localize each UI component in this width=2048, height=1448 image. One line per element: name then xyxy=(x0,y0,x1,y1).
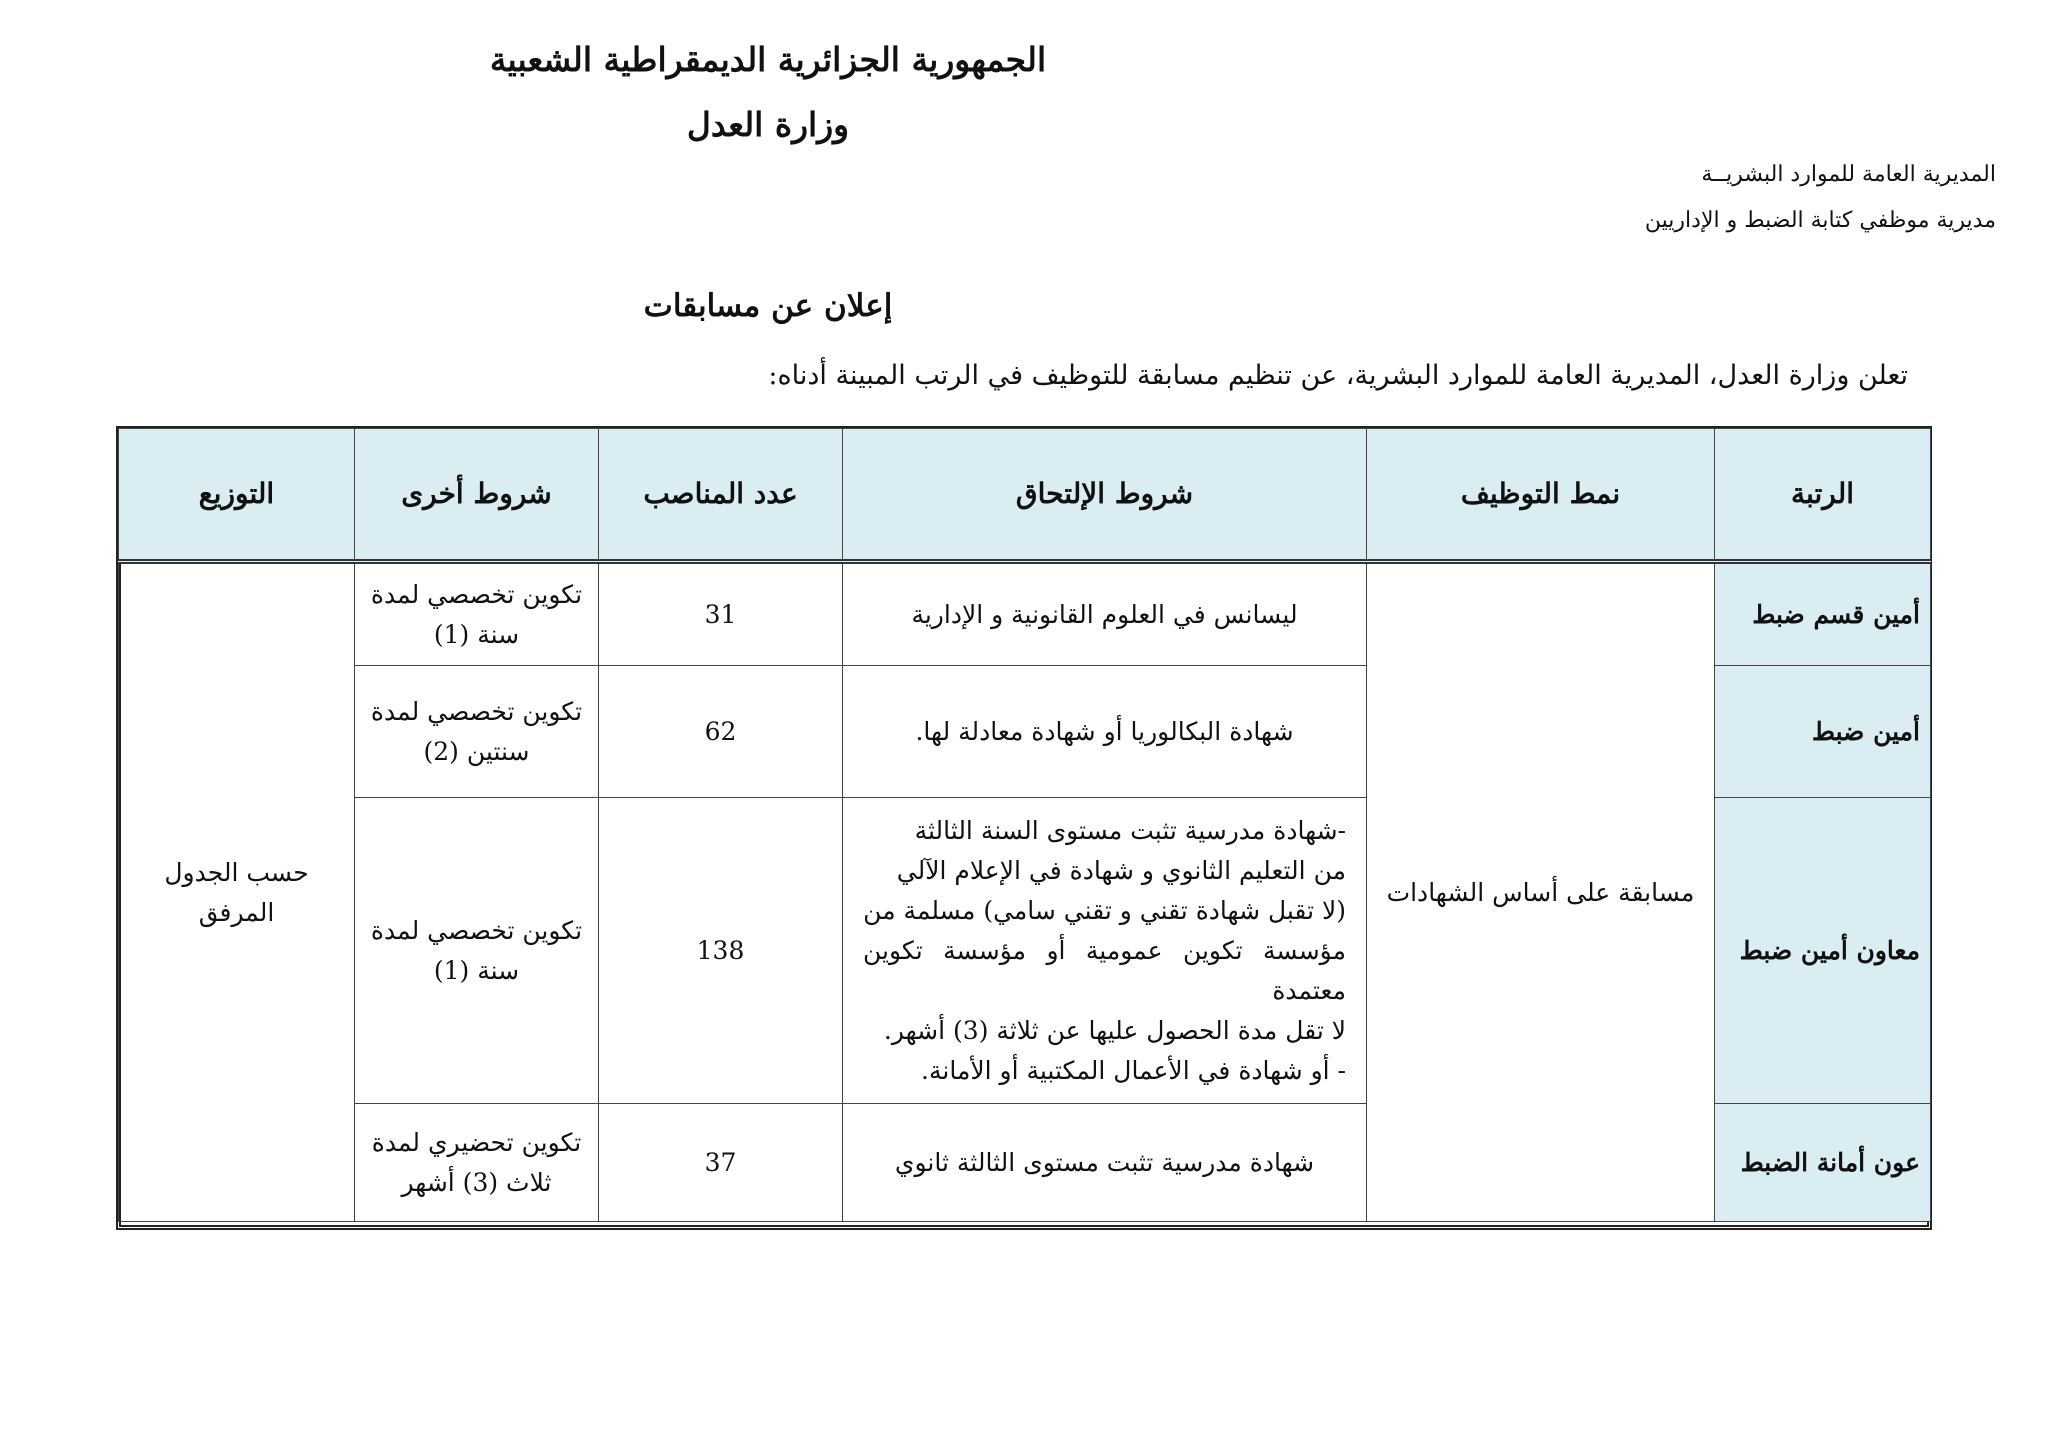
ministry-title: وزارة العدل xyxy=(686,105,850,144)
condition-line: -شهادة مدرسية تثبت مستوى السنة الثالثة xyxy=(914,815,1346,845)
condition-line: (لا تقبل شهادة تقني و تقني سامي) مسلمة من xyxy=(863,895,1346,925)
header-conditions: شروط الإلتحاق xyxy=(843,429,1367,562)
conditions-cell: ليسانس في العلوم القانونية و الإدارية xyxy=(843,562,1367,666)
table-row xyxy=(119,562,1931,666)
condition-line: من التعليم الثانوي و شهادة في الإعلام الآلي xyxy=(896,855,1346,885)
other-conditions-cell xyxy=(355,562,599,666)
positions-cell: 62 xyxy=(599,666,843,798)
positions-cell: 138 xyxy=(599,798,843,1104)
other-line: سنتين (2) xyxy=(423,736,530,766)
other-line: تكوين تخصصي لمدة xyxy=(370,579,583,609)
condition-line: - أو شهادة في الأعمال المكتبية أو الأمانة. xyxy=(921,1055,1346,1085)
distribution-cell: حسب الجدول المرفق xyxy=(119,562,355,1222)
directorate-label: المديرية العامة للموارد البشريــة xyxy=(1701,162,1996,187)
header-other: شروط أخرى xyxy=(355,429,599,562)
other-conditions-cell xyxy=(355,798,599,1104)
announcement-intro: تعلن وزارة العدل، المديرية العامة للموارد البشرية، عن تنظيم مسابقة للتوظيف في الرتب المبينة أدناه: xyxy=(768,360,1908,391)
other-line: تكوين تخصصي لمدة xyxy=(370,696,583,726)
announcement-title: إعلان عن مسابقات xyxy=(643,288,893,324)
header-mode: نمط التوظيف xyxy=(1367,429,1715,562)
header-rank: الرتبة xyxy=(1715,429,1931,562)
rank-cell: أمين ضبط xyxy=(1715,666,1931,798)
positions-cell: 31 xyxy=(599,562,843,666)
rank-cell: معاون أمين ضبط xyxy=(1715,798,1931,1104)
other-conditions-cell xyxy=(355,666,599,798)
other-line: ثلاث (3) أشهر xyxy=(401,1167,552,1197)
republic-title: الجمهورية الجزائرية الديمقراطية الشعبية xyxy=(489,40,1047,79)
table-header-row xyxy=(119,429,1931,562)
header-positions: عدد المناصب xyxy=(599,429,843,562)
other-line: سنة (1) xyxy=(433,955,520,985)
conditions-cell xyxy=(843,798,1367,1104)
rank-cell: عون أمانة الضبط xyxy=(1715,1104,1931,1222)
other-line: سنة (1) xyxy=(433,619,520,649)
condition-line: لا تقل مدة الحصول عليها عن ثلاثة (3) أشهر. xyxy=(883,1015,1346,1045)
condition-line: مؤسسة تكوين عمومية أو مؤسسة تكوين معتمدة xyxy=(863,935,1346,1005)
subdirectorate-label: مديرية موظفي كتابة الضبط و الإداريين xyxy=(1644,208,1996,233)
other-conditions-cell xyxy=(355,1104,599,1222)
other-line: تكوين تخصصي لمدة xyxy=(370,915,583,945)
recruitment-table xyxy=(118,428,1931,1222)
other-line: تكوين تحضيري لمدة xyxy=(371,1127,582,1157)
conditions-cell: شهادة البكالوريا أو شهادة معادلة لها. xyxy=(843,666,1367,798)
rank-cell: أمين قسم ضبط xyxy=(1715,562,1931,666)
conditions-cell: شهادة مدرسية تثبت مستوى الثالثة ثانوي xyxy=(843,1104,1367,1222)
positions-cell: 37 xyxy=(599,1104,843,1222)
header-distribution: التوزيع xyxy=(119,429,355,562)
recruitment-mode-cell: مسابقة على أساس الشهادات xyxy=(1367,562,1715,1222)
